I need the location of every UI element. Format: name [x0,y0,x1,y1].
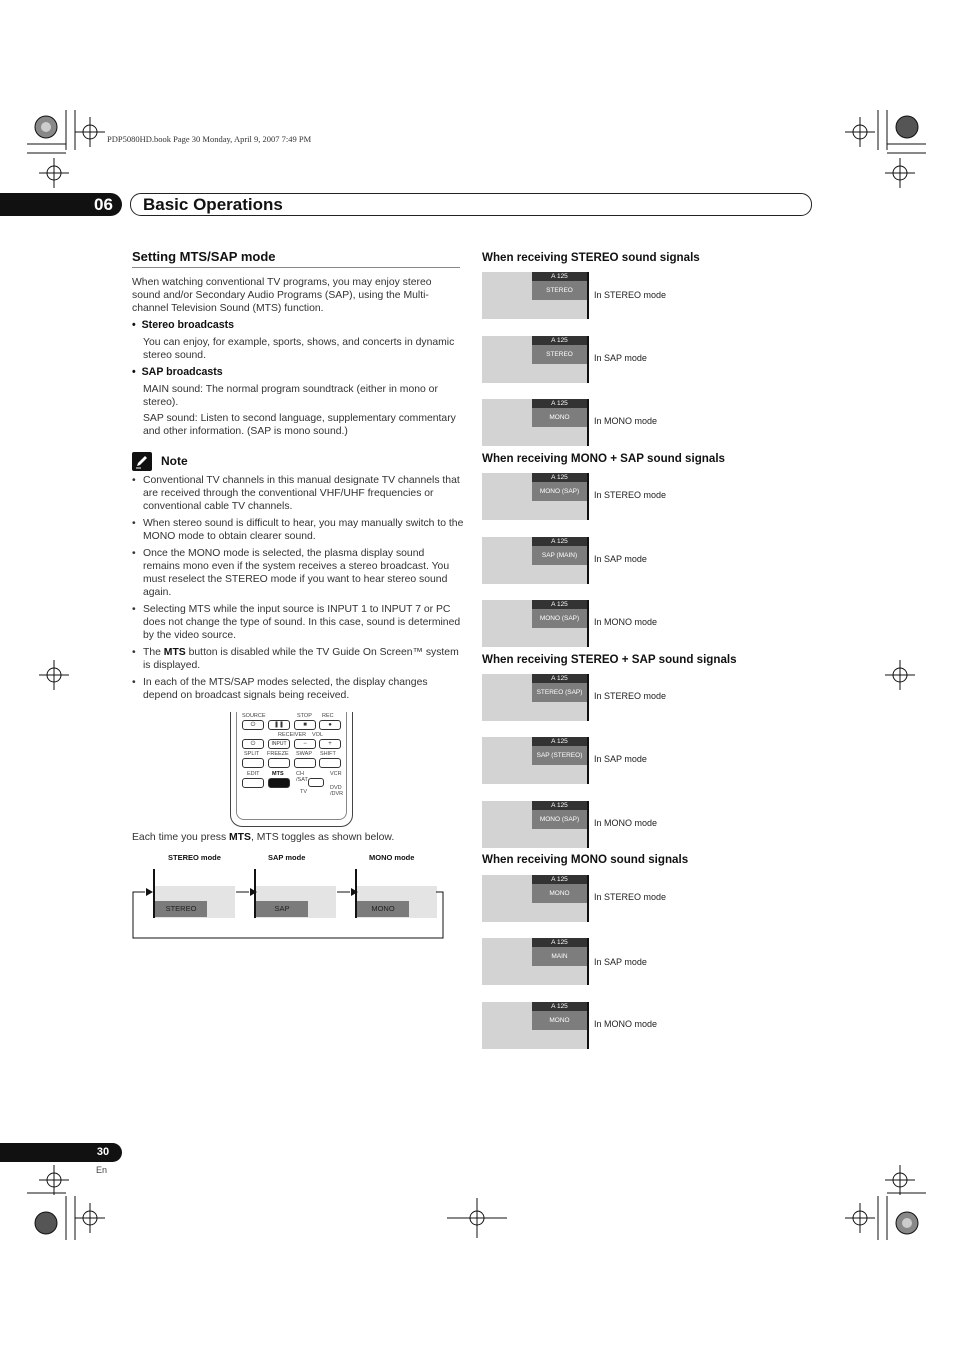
note-item: • In each of the MTS/SAP modes selected, the display changes depend on broadcast signals being received. [132,676,464,702]
remote-label-rec: REC [322,713,334,719]
remote-pause-button[interactable]: ❚❚ [268,720,290,730]
remote-label-stop: STOP [297,713,312,719]
remote-vol-plus-button[interactable]: + [319,739,341,749]
remote-label-edit: EDIT [247,771,260,777]
sap-sap-text: SAP sound: Listen to second language, supplementary commentary and other information. (SAP is mono sound.) [143,413,456,437]
remote-label-vol: VOL [312,732,324,738]
osd-screen [482,399,589,446]
flow-label-mono: MONO mode [369,853,415,862]
osd-channel: A 125 [532,875,587,884]
press-mts-line: Each time you press MTS, MTS toggles as shown below. [132,832,395,843]
osd-screen [482,875,589,922]
osd-screen [482,737,589,784]
osd-channel: A 125 [532,674,587,683]
remote-label-mts: MTS [272,771,284,777]
group-heading-stereo-sap: When receiving STEREO + SAP sound signals [482,653,737,666]
page-number: 30 [96,1146,110,1158]
osd-channel: A 125 [532,801,587,810]
mode-caption: In STEREO mode [594,290,667,300]
flow-label-stereo: STEREO mode [168,853,221,862]
osd-sound-label: MONO (SAP) [532,810,587,829]
osd-sound-label: MONO [532,408,587,427]
note-item: • The MTS button is disabled while the TV Guide On Screen™ system is displayed. [132,646,464,672]
remote-power-button[interactable]: ⏻ [242,720,264,730]
remote-mode-switch[interactable] [308,778,324,787]
mode-caption: In STEREO mode [594,892,667,902]
group-heading-mono-sap: When receiving MONO + SAP sound signals [482,452,725,465]
remote-label-receiver: RECEIVER [278,732,307,738]
mode-caption: In SAP mode [594,554,647,564]
remote-label-source: SOURCE [242,713,266,719]
remote-vol-minus-button[interactable]: − [294,739,316,749]
sap-heading: • SAP broadcasts [132,366,223,378]
note-list [132,474,464,706]
flow-label-sap: SAP mode [268,853,306,862]
print-mark: PDP5080HD.book Page 30 Monday, April 9, 2007 7:49 PM [107,134,312,144]
osd-sound-label: STEREO [532,281,587,300]
osd-channel: A 125 [532,938,587,947]
mode-caption: In STEREO mode [594,490,667,500]
stereo-text: You can enjoy, for example, sports, shows, and concerts in dynamic stereo sound. [143,337,455,361]
remote-label-swap: SWAP [296,751,312,757]
remote-receiver-power-button[interactable]: ⏻ [242,739,264,749]
osd-channel: A 125 [532,600,587,609]
remote-split-button[interactable] [242,758,264,768]
group-heading-mono: When receiving MONO sound signals [482,853,689,866]
osd-channel: A 125 [532,537,587,546]
osd-sound-label: MONO [532,1011,587,1030]
remote-input-button[interactable]: INPUT [268,739,290,749]
osd-sound-label: MONO (SAP) [532,609,587,628]
osd-sound-label: MONO (SAP) [532,482,587,501]
osd-screen [482,600,589,647]
note-item: • Once the MONO mode is selected, the plasma display sound remains mono even if the system receives a stereo broadcast. You must reselect the STEREO mode if you want to hear stereo sound again. [132,547,464,599]
osd-channel: A 125 [532,399,587,408]
intro-paragraph: When watching conventional TV programs, you may enjoy stereo sound and/or Secondary Audio Programs (SAP), using the Multi-channel Television Sound (MTS) function. [132,277,432,314]
remote-label-shift: SHIFT [320,751,336,757]
note-item: • When stereo sound is difficult to hear, you may manually switch to the MONO mode to obtain clearer sound. [132,517,464,543]
osd-screen [482,674,589,721]
osd-sound-label: SAP (MAIN) [532,546,587,565]
flow-bar-mono: MONO [357,901,409,917]
chapter-title: Basic Operations [143,195,283,214]
osd-channel: A 125 [532,272,587,281]
note-item: • Conventional TV channels in this manual designate TV channels that are received through the conventional VHF/UHF frequencies or conventional cable TV channels. [132,474,464,513]
mode-caption: In SAP mode [594,957,647,967]
remote-label-vcr: VCR [330,771,342,777]
osd-screen [482,473,589,520]
remote-label-freeze: FREEZE [267,751,289,757]
mode-caption: In MONO mode [594,818,658,828]
remote-mts-button[interactable] [268,778,290,788]
remote-label-split: SPLIT [244,751,260,757]
remote-swap-button[interactable] [294,758,316,768]
osd-sound-label: MONO [532,884,587,903]
group-heading-stereo: When receiving STEREO sound signals [482,251,700,264]
remote-label-ch-sat: CH /SAT [296,771,308,783]
osd-screen [482,537,589,584]
remote-edit-button[interactable] [242,778,264,788]
section-title: Setting MTS/SAP mode [132,249,460,268]
remote-label-tv: TV [300,789,308,795]
osd-channel: A 125 [532,473,587,482]
page-language: En [96,1165,108,1175]
osd-sound-label: STEREO [532,345,587,364]
sap-main-text: MAIN sound: The normal program soundtrack (either in mono or stereo). [143,384,438,408]
osd-screen [482,336,589,383]
remote-stop-button[interactable]: ■ [294,720,316,730]
osd-channel: A 125 [532,336,587,345]
mode-caption: In STEREO mode [594,691,667,701]
mode-caption: In MONO mode [594,617,658,627]
remote-shift-button[interactable] [319,758,341,768]
osd-channel: A 125 [532,1002,587,1011]
mode-caption: In SAP mode [594,754,647,764]
mode-caption: In SAP mode [594,353,647,363]
osd-sound-label: STEREO (SAP) [532,683,587,702]
remote-label-dvd: DVD /DVR [330,785,344,797]
note-pencil-icon [132,452,152,471]
osd-sound-label: MAIN [532,947,587,966]
flow-loop-arrows [130,880,450,942]
mode-caption: In MONO mode [594,1019,658,1029]
osd-channel: A 125 [532,737,587,746]
note-item: • Selecting MTS while the input source is INPUT 1 to INPUT 7 or PC does not change the type of sound. In this case, sound is determined by the video source. [132,603,464,642]
osd-screen [482,1002,589,1049]
osd-sound-label: SAP (STEREO) [532,746,587,765]
osd-screen [482,801,589,848]
mode-caption: In MONO mode [594,416,658,426]
remote-freeze-button[interactable] [268,758,290,768]
stereo-heading: • Stereo broadcasts [132,319,235,331]
osd-screen [482,272,589,319]
remote-rec-button[interactable]: ● [319,720,341,730]
flow-bar-stereo: STEREO [155,901,207,917]
chapter-number: 06 [94,195,113,214]
osd-screen [482,938,589,985]
flow-bar-sap: SAP [256,901,308,917]
note-title: Note [161,454,188,468]
